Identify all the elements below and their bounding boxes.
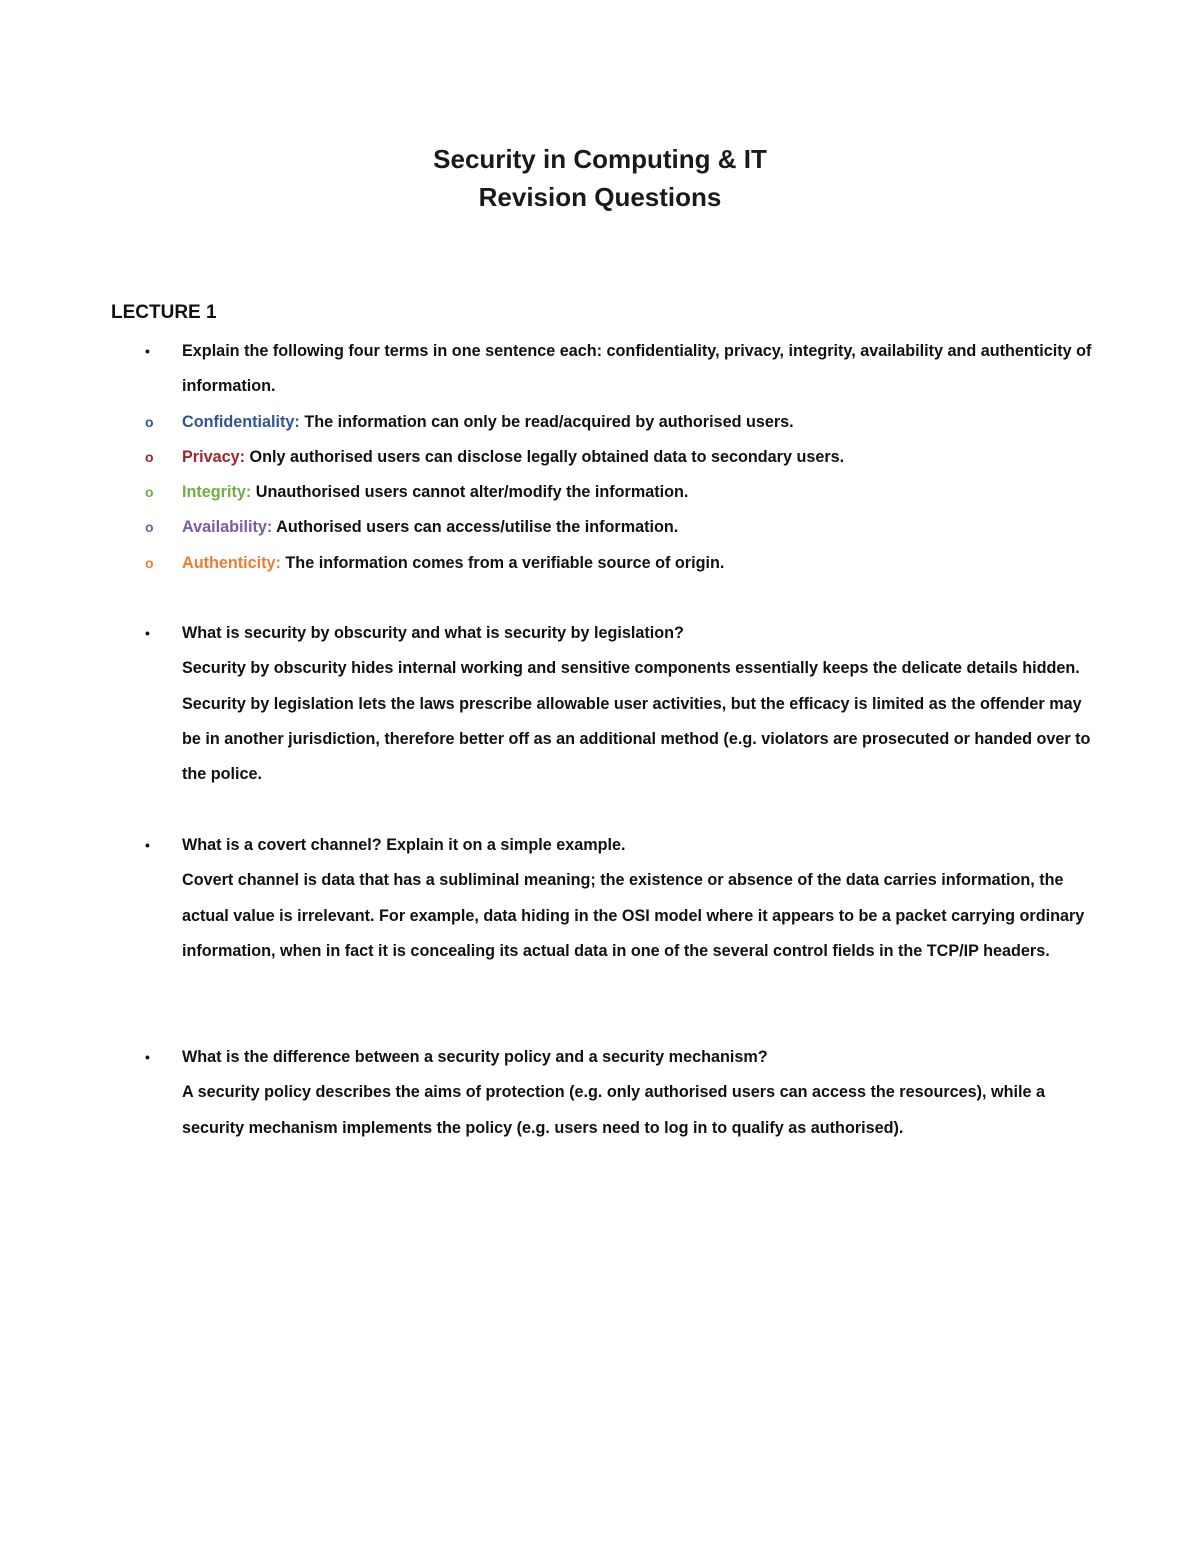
definition-text: Authorised users can access/utilise the information. [276, 518, 679, 537]
circle-bullet-icon: o [145, 413, 154, 430]
definition-term: Privacy: [182, 447, 245, 466]
definition-item [74, 510, 1095, 545]
definition-text: Only authorised users can disclose legally obtained data to secondary users. [249, 447, 845, 466]
definition-text: The information comes from a verifiable source of origin. [285, 553, 725, 572]
answer-text: A security policy describes the aims of protection (e.g. only authorised users can access the resources), while a security mechanism implements the policy (e.g. users need to log in to qualify as authorised). [182, 1083, 1046, 1137]
question-text: What is a covert channel? Explain it on a simple example. [182, 836, 626, 854]
bullet-icon: • [145, 343, 150, 359]
definition-item [74, 440, 1095, 475]
question-item [145, 616, 1095, 792]
circle-bullet-icon: o [145, 484, 154, 501]
definition-text: The information can only be read/acquired by authorised users. [304, 412, 794, 431]
bullet-icon: • [145, 1049, 150, 1065]
bullet-icon: • [145, 837, 150, 853]
question-item [145, 334, 1095, 581]
answer-text: Covert channel is data that has a subliminal meaning; the existence or absence of the data carries information, the actual value is irrelevant. For example, data hiding in the OSI model where it appears to be a packet carrying ordinary information, when in fact it is concealing its actual data in one of the several control fields in the TCP/IP headers. [182, 871, 1085, 960]
question-text: What is security by obscurity and what is security by legislation? [182, 624, 684, 642]
bullet-icon: • [145, 625, 150, 641]
circle-bullet-icon: o [145, 448, 154, 465]
question-text: Explain the following four terms in one sentence each: confidentiality, privacy, integrity, availability and authenticity of information. [182, 342, 1092, 396]
definition-item [74, 475, 1095, 510]
circle-bullet-icon: o [145, 554, 154, 571]
title-block [0, 140, 1200, 216]
definition-list [74, 405, 1095, 581]
circle-bullet-icon: o [145, 519, 154, 536]
definition-term: Integrity: [182, 483, 252, 502]
document-title: Security in Computing & IT [433, 144, 767, 174]
definition-term: Availability: [182, 518, 273, 537]
question-item [145, 828, 1095, 969]
definition-item [74, 405, 1095, 440]
question-text: What is the difference between a security policy and a security mechanism? [182, 1048, 768, 1066]
question-item [145, 1040, 1095, 1146]
answer-text: Security by obscurity hides internal working and sensitive components essentially keeps the delicate details hidden. Security by legislation lets the laws prescribe allowable user activities, but the efficacy is limited as the offender may be in another jurisdiction, therefore better off as an additional method (e.g. violators are prosecuted or handed over to the police. [182, 659, 1091, 784]
section-heading: LECTURE 1 [111, 302, 217, 323]
document-subtitle: Revision Questions [478, 182, 722, 212]
definition-term: Confidentiality: [182, 412, 300, 431]
definition-term: Authenticity: [182, 553, 281, 572]
definition-item [74, 546, 1095, 581]
definition-text: Unauthorised users cannot alter/modify the information. [255, 483, 689, 502]
